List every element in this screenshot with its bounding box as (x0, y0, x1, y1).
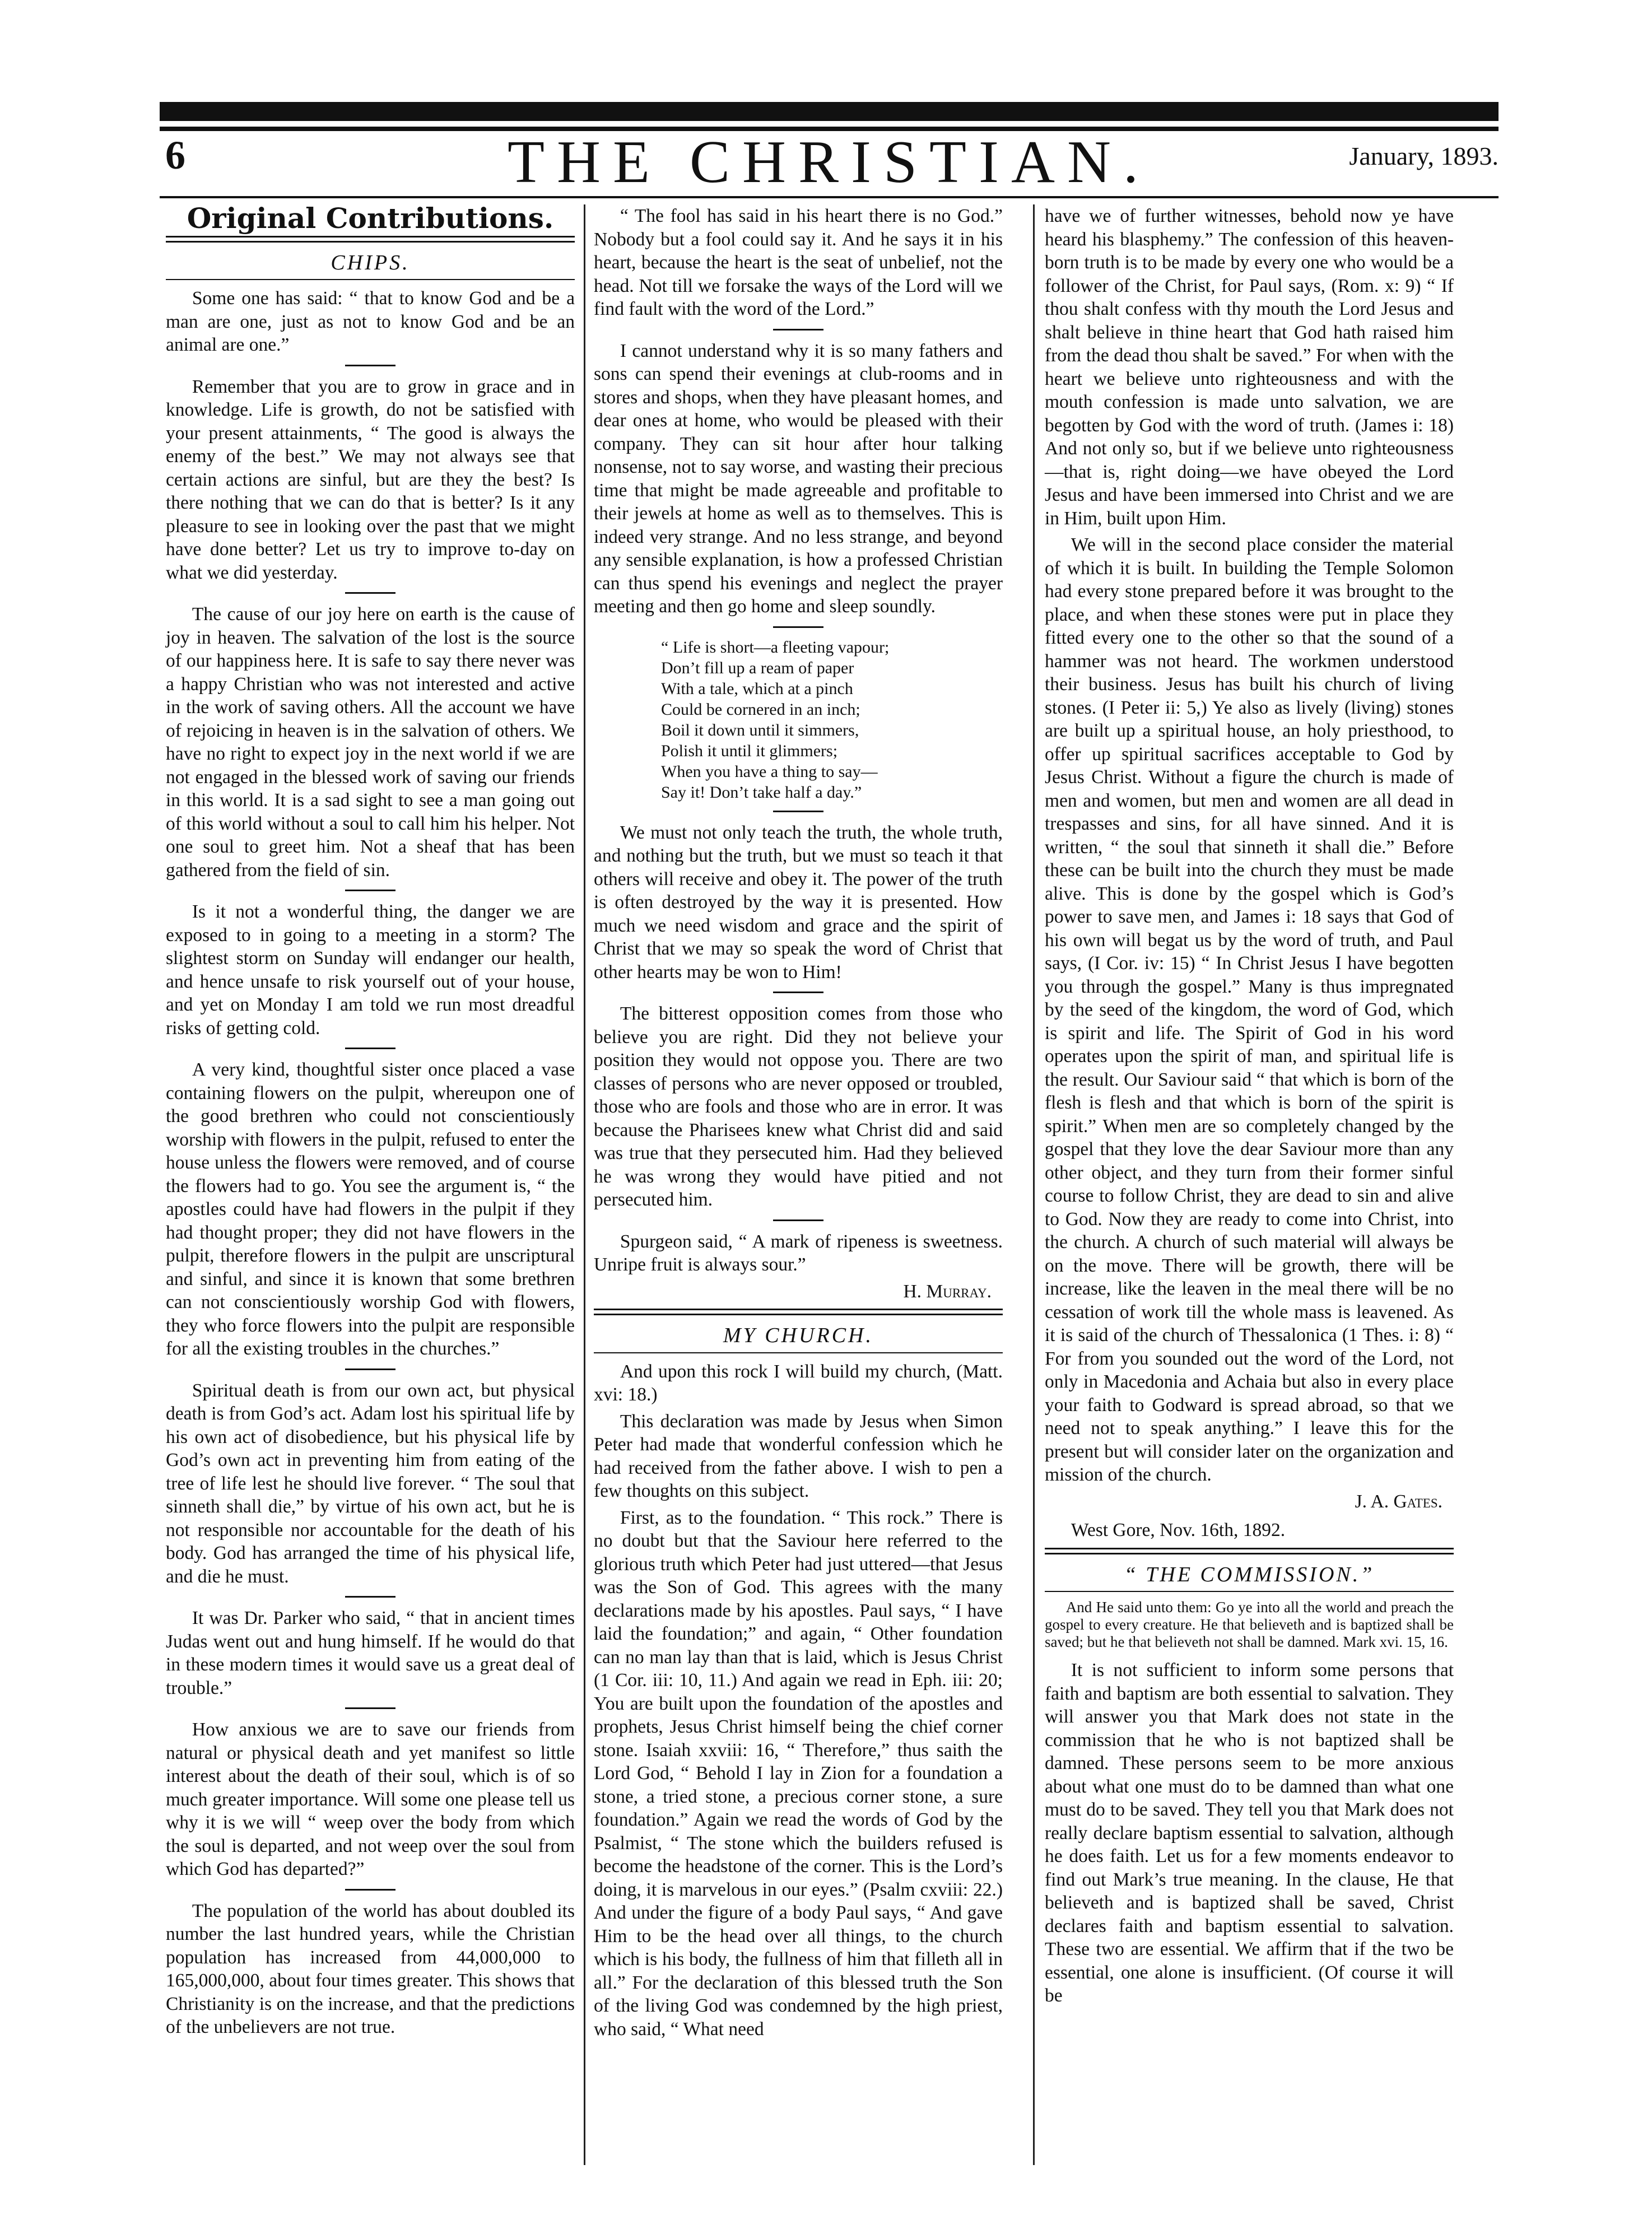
column-3 (1045, 204, 1454, 2011)
article-title-chips: CHIPS. (331, 250, 410, 274)
column-divider (584, 204, 585, 2165)
column-1 (166, 204, 575, 2042)
poem-line: “ Life is short—a fleeting vapour; (661, 637, 890, 657)
double-rule (594, 1309, 1003, 1315)
poem (661, 637, 1003, 803)
paragraph: How anxious we are to save our friends from natural or physical death and yet manifest so little interest about the death of their soul, which is of so much greater importance. Will some one please tell us why it is we will “ weep over the body from which the soul is departed, and not weep over the soul from which God has departed?” (166, 1719, 575, 1879)
title-rule (166, 279, 575, 280)
issue-date: January, 1893. (1349, 142, 1499, 170)
separator (345, 1048, 395, 1049)
separator (345, 1368, 395, 1370)
title-rule (1045, 1591, 1454, 1592)
poem-line: Don’t fill up a ream of paper (661, 658, 854, 677)
epigraph: And He said unto them: Go ye into all the world and preach the gospel to every creature. He that believeth and is baptized shall be saved; but he that believeth not shall be damned. Mark xvi. 15, 16. (1045, 1599, 1454, 1650)
department-heading: Original Contributions. (187, 202, 554, 235)
paragraph: It was Dr. Parker who said, “ that in ancient times Judas went out and hung himself. If he would do that in these modern times it would save us a great deal of trouble.” (166, 1608, 575, 1698)
paragraph: It is not sufficient to inform some persons that faith and baptism are both essential to salvation. They will answer you that Mark does not state in the commission that he who is not baptized shall be damned. These persons seem to be more anxious about what one must do to be damned than what one must do to be saved. They tell you that Mark does not really declare baptism essential to salvation, although he does faith. Let us for a few moments endeavor to find out Mark’s true meaning. In the clause, He that believeth and is baptized shall be saved, Christ declares faith and baptism essential to salvation. These two are essential. We affirm that if the two be essential, one alone is insufficient. (Of course it will be (1045, 1660, 1454, 2006)
place-date: West Gore, Nov. 16th, 1892. (1071, 1520, 1286, 1540)
article-title-my-church: MY CHURCH. (723, 1324, 874, 1347)
column-2 (594, 204, 1003, 2044)
poem-line: Could be cornered in an inch; (661, 700, 860, 719)
paragraph: We must not only teach the truth, the whole truth, and nothing but the truth, but we must so teach it that others will receive and obey it. The power of the truth is often destroyed by the way it is presented. How much we need wisdom and grace and the spirit of Christ that we may so speak the word of Christ that other hearts may be won to Him! (594, 822, 1003, 983)
author-signature: J. A. Gates. (1355, 1491, 1442, 1512)
masthead-bottom-rule (160, 196, 1499, 198)
double-rule (166, 236, 575, 243)
masthead (160, 128, 1499, 195)
poem-line: Boil it down until it simmers, (661, 720, 859, 739)
paragraph: And upon this rock I will build my church, (Matt. xvi: 18.) (594, 1361, 1003, 1405)
page-number: 6 (165, 133, 185, 178)
poem-line: Polish it until it glimmers; (661, 741, 838, 760)
separator (773, 992, 823, 993)
paragraph: Is it not a wonderful thing, the danger we are exposed to in going to a meeting in a storm? The slightest storm on Sunday will endanger our health, and hence unsafe to risk yourself out of your house, and yet on Monday I am told we run most dreadful risks of getting cold. (166, 901, 575, 1039)
separator (345, 1889, 395, 1891)
paragraph: Spiritual death is from our own act, but physical death is from God’s act. Adam lost his spiritual life by his own act of disobedience, but his physical life by God’s own act in preventing him from eating of the tree of life lest he should live forever. “ The soul that sinneth shall die,” by virtue of his own act, but he is not responsible nor accountable for the death of his body. God has arranged the time of his physical life, and die he must. (166, 1380, 575, 1587)
masthead-top-rule (160, 102, 1499, 121)
paragraph: Remember that you are to grow in grace and in knowledge. Life is growth, do not be satisfied with your present attainments, “ The good is always the enemy of the best.” We may not always see that certain actions are sinful, but are they the best? Is there nothing that we can do that is better? Is it any pleasure to see in looking over the past that we might have done better? Let us try to improve to-day on what we did yesterday. (166, 376, 575, 583)
separator (773, 329, 823, 331)
separator (773, 1219, 823, 1221)
paragraph: Spurgeon said, “ A mark of ripeness is sweetness. Unripe fruit is always sour.” (594, 1231, 1003, 1275)
paragraph: “ The fool has said in his heart there is no God.” Nobody but a fool could say it. And he says it in his heart, because the heart is the seat of unbelief, not the head. Not till we forsake the ways of the Lord will we find fault with the word of the Lord.” (594, 206, 1003, 319)
paragraph: Some one has said: “ that to know God and be a man are one, just as not to know God and be an animal are one.” (166, 288, 575, 355)
author-signature: H. Murray. (903, 1281, 992, 1302)
paragraph: We will in the second place consider the material of which it is built. In building the Temple Solomon had every stone prepared before it was brought to the place, and when these stones were put in place they fitted every one to the other so that the sound of a hammer was not heard. The workmen understood their business. Jesus has built his church of living stones. (I Peter ii: 5,) Ye also as lively (living) stones are built up a spiritual house, an holy priesthood, to offer up spiritual sacrifices acceptable to God by Jesus Christ. Without a figure the church is made of men and women, but men and women are all dead in trespasses and sins, for all have sinned. And it is written, “ the soul that sinneth it shall die.” Before these can be built into the church they must be made alive. This is done by the gospel which is God’s power to save men, and James i: 18 says that God of his own will begat us by the word of truth, and Paul says, (I Cor. iv: 15) “ In Christ Jesus I have begotten you through the gospel.” Many is thus impregnated by the seed of the kingdom, the word of God, which is spirit and life. The Spirit of God in his word operates upon the spirit of man, and spiritual life is the result. Our Saviour said “ that which is born of the flesh is flesh and that which is born of the spirit is spirit.” When men are so completely changed by the gospel that they love the dear Saviour more than any other object, and they turn from their former sinful course to follow Christ, they are dead to sin and alive to God. Now they are ready to come into Christ, into the church. A church of such material will always be on the move. There will be growth, there will be increase, like the leaven in the meal there will be no cessation of work till the whole mass is leavened. As it is said of the church of Thessalonica (1 Thes. i: 8) “ For from you sounded out the word of the Lord, not only in Macedonia and Achaia but also in every place your faith to Godward is spread abroad, so that we need not to speak anything.” I leave this for the present but will consider later on the organization and mission of the church. (1045, 534, 1454, 1485)
separator (345, 890, 395, 891)
separator (345, 592, 395, 594)
paragraph: The bitterest opposition comes from those who believe you are right. Did they not believe your position they would not oppose you. There are two classes of persons who are never opposed or troubled, those who are fools and those who are in error. It was because the Pharisees knew what Christ did and said was true that they persecuted him. Had they believed he was wrong they would have pitied and not persecuted him. (594, 1003, 1003, 1210)
poem-line: Say it! Don’t take half a day.” (661, 783, 862, 802)
paragraph: This declaration was made by Jesus when Simon Peter had made that wonderful confession which he had received from the father above. I wish to pen a few thoughts on this subject. (594, 1411, 1003, 1501)
separator (345, 1707, 395, 1709)
paragraph: The population of the world has about doubled its number the last hundred years, while the Christian population has increased from 44,000,000 to 165,000,000, about four times greater. This shows that Christianity is on the increase, and that the predictions of the unbelievers are not true. (166, 1900, 575, 2037)
separator (345, 365, 395, 366)
poem-line: When you have a thing to say— (661, 762, 878, 781)
poem-line: With a tale, which at a pinch (661, 679, 853, 698)
newspaper-title: THE CHRISTIAN. (508, 129, 1151, 195)
paragraph: A very kind, thoughtful sister once placed a vase containing flowers on the pulpit, whereupon one of the good brethren who could not conscientiously worship with flowers in the pulpit, refused to enter the house unless the flowers were removed, and of course the flowers had to go. You see the argument is, “ the apostles could have had flowers in the pulpit if they had thought proper; they did not have flowers in the pulpit, therefore flowers in the pulpit are unscriptural and sinful, and since it is known that some brethren can not conscientiously worship God with flowers, they who force flowers into the pulpit are responsible for all the existing troubles in the churches.” (166, 1059, 575, 1359)
column-divider (1033, 204, 1035, 2165)
paragraph: have we of further witnesses, behold now ye have heard his blasphemy.” The confession of this heaven-born truth is to be made by every one who would be a follower of the Christ, for Paul says, (Rom. x: 9) “ If thou shalt confess with thy mouth the Lord Jesus and shalt believe in thine heart that God hath raised him from the dead thou shalt be saved.” For when with the heart we believe unto righteousness and with the mouth confession is made unto salvation, we are begotten by God with the word of truth. (James i: 18) And not only so, but if we believe unto righteousness—that is, right doing—we have obeyed the Lord Jesus and have been immersed into Christ and we are in Him, built upon Him. (1045, 206, 1454, 529)
double-rule (1045, 1548, 1454, 1554)
paragraph: I cannot understand why it is so many fathers and sons can spend their evenings at club-rooms and in stores and shops, when they have pleasant homes, and dear ones at home, who would be pleased with their company. They can sit hour after hour talking nonsense, not to say worse, and wasting their precious time that might be made agreeable and profitable to their jewels at home as well as to themselves. This is indeed very strange. And no less strange, and beyond any sensible explanation, is how a professed Christian can thus spend his evenings and neglect the prayer meeting and then go home and sleep soundly. (594, 340, 1003, 617)
separator (773, 811, 823, 812)
paragraph: The cause of our joy here on earth is the cause of joy in heaven. The salvation of the lost is the source of our happiness here. It is safe to say there never was a happy Christian who was not interested and active in the work of saving others. All the account we have of rejoicing in heaven is in the salvation of others. We have no right to expect joy in the next world if we are not engaged in the blessed work of saving our friends in this world. It is a sad sight to see a man going out of this world without a soul to call him his helper. Not one soul to greet him. Not a sheaf that has been gathered from the field of sin. (166, 604, 575, 881)
title-rule (594, 1352, 1003, 1353)
separator (773, 626, 823, 628)
separator (345, 1596, 395, 1598)
article-title-commission: “ THE COMMISSION.” (1124, 1562, 1375, 1586)
paragraph: First, as to the foundation. “ This rock.” There is no doubt but that the Saviour here referred to the glorious truth which Peter had just uttered—that Jesus was the Son of God. This agrees with the many declarations made by his apostles. Paul says, “ I have laid the foundation;” and again, “ Other foundation can no man lay than that is laid, which is Jesus Christ (1 Cor. iii: 10, 11.) And again we read in Eph. iii: 20; You are built upon the foundation of the apostles and prophets, Jesus Christ himself being the chief corner stone. Isaiah xxviii: 16, “ Therefore,” thus saith the Lord God, “ Behold I lay in Zion for a foundation a stone, a tried stone, a precious corner stone, a sure foundation.” Again we read the words of God by the Psalmist, “ The stone which the builders refused is become the headstone of the corner. This is the Lord’s doing, it is marvelous in our eyes.” (Psalm cxviii: 22.) And under the figure of a body Paul says, “ And gave Him to be the head over all things, to the church which is his body, the fullness of him that filleth all in all.” For the declaration of this blessed truth the Son of the living God was condemned by the high priest, who said, “ What need (594, 1507, 1003, 2040)
